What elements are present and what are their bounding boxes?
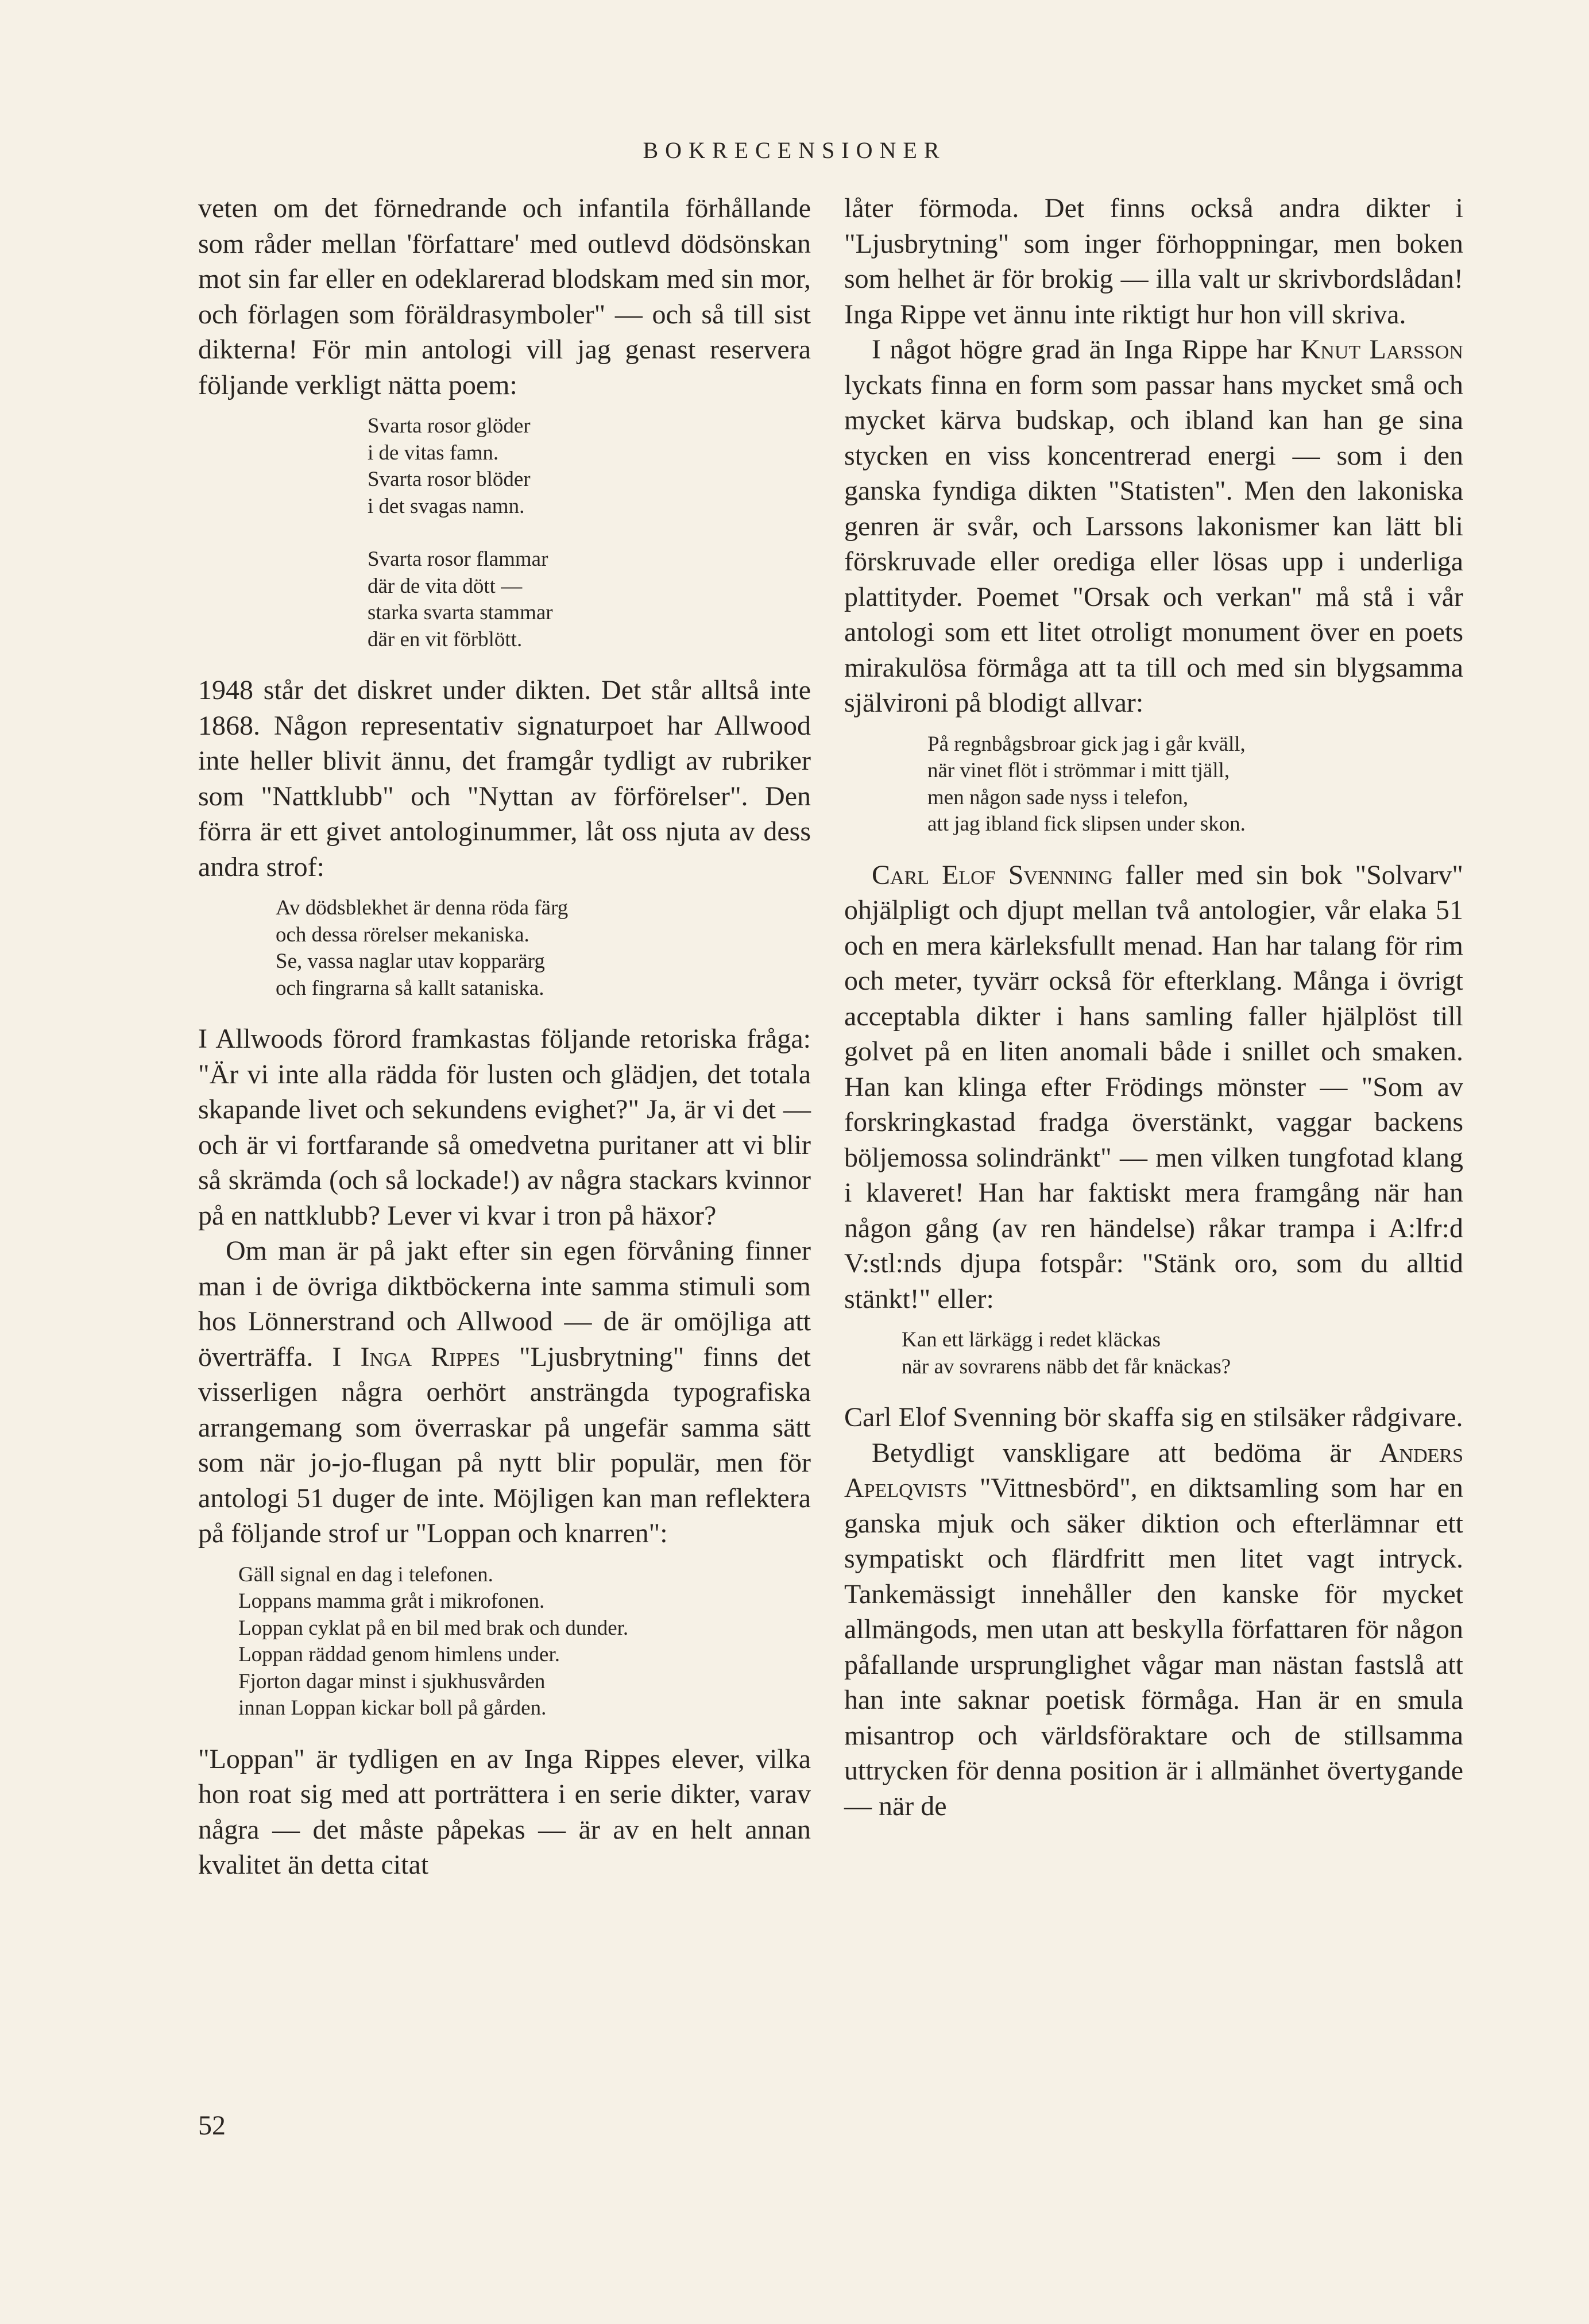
poem-line: Kan ett lärkägg i redet kläckas (902, 1328, 1161, 1352)
running-header: BOKRECENSIONER (643, 137, 946, 163)
poem-line: Loppan räddad genom himlens under. (238, 1643, 560, 1666)
poem-line: Gäll signal en dag i telefonen. (238, 1562, 493, 1586)
poem-line: men någon sade nyss i telefon, (927, 785, 1189, 809)
poem-line: när av sovrarens näbb det får knäckas? (902, 1354, 1231, 1379)
poem-line: Loppan cyklat på en bil med brak och dunder. (238, 1616, 629, 1640)
poem-line: Loppans mamma gråt i mikrofonen. (238, 1589, 545, 1613)
left-column (198, 191, 811, 1883)
poem-line: där de vita dött — (368, 574, 523, 598)
poem-line: På regnbågsbroar gick jag i går kväll, (927, 732, 1246, 756)
poem-quote (368, 413, 811, 653)
poem-line: Se, vassa naglar utav kopparärg (276, 949, 545, 973)
poem-line: och dessa rörelser mekaniska. (276, 922, 529, 947)
page-number: 52 (198, 2110, 226, 2141)
paragraph: Betydligt vanskligare att bedöma är Anders Apelqvists "Vittnesbörd", en diktsamling som har en ganska mjuk och säker diktion och efterlämnar ett sympatiskt och flärdfritt men litet vagt intryck. Tankemässigt innehåller den kanske för mycket allmängods, men utan att beskylla författaren för någon påfallande ursprunglighet vågar man nästan fastslå att han inte saknar poetisk förmåga. Han är en smula misantrop och världsföraktare och de stillsamma uttrycken för denna position är i allmänhet övertygande — när de (844, 1437, 1463, 1821)
author-name: Inga Rippes (360, 1341, 500, 1372)
poem-line: Svarta rosor blöder (368, 468, 531, 491)
poem-line: när vinet flöt i strömmar i mitt tjäll, (927, 759, 1230, 782)
poem-quote (902, 1327, 1463, 1380)
right-column (844, 191, 1463, 1824)
paragraph: I något högre grad än Inga Rippe har Knut Larsson lyckats finna en form som passar hans mycket små och mycket kärva budskap, och ibland kan han ge sina stycken en viss koncentrerad energi — som i den ganska fyndiga dikten "Statisten". Men den lakoniska genren är svår, och Larssons lakonismer kan lätt bli förskruvade eller orediga eller lösas upp i underliga plattityder. Poemet "Orsak och verkan" må stå i vår antologi som ett litet otroligt monument över en poets mirakulösa förmåga att ta till och med sin blygsamma självironi på blodigt allvar: (844, 334, 1463, 718)
poem-quote (238, 1562, 811, 1722)
author-name: Carl Elof Svenning (872, 859, 1113, 890)
poem-line: och fingrarna så kallt sataniska. (276, 976, 544, 1000)
paragraph: Carl Elof Svenning bör skaffa sig en stilsäker rådgivare. (844, 1402, 1463, 1433)
paragraph: Carl Elof Svenning faller med sin bok "Solvarv" ohjälpligt och djupt mellan två antologier, vår elaka 51 och en mera kärleksfullt menad. Han har talang för rim och meter, tyvärr också för efterklang. Många i övrigt acceptabla dikter i hans samling faller hjälplöst till golvet på en liten anomali både i snillet och smaken. Han kan klinga efter Frödings mönster — "Som av forskringkastad fradga överstänkt, vaggar backens böljemossa solindränkt" — men vilken tungfotad klang i klaveret! Han har faktiskt mera framgång när han någon gång (av ren händelse) råkar trampa i A:lfr:d V:stl:nds djupa fotspår: "Stänk oro, som du alltid stänkt!" eller: (844, 859, 1464, 1314)
poem-line: där en vit förblött. (368, 627, 523, 651)
paragraph: "Loppan" är tydligen en av Inga Rippes elever, vilka hon roat sig med att porträttera i en serie dikter, varav några — det måste påpekas — är av en helt annan kvalitet än detta citat (198, 1743, 811, 1880)
paragraph: I Allwoods förord framkastas följande retoriska fråga: "Är vi inte alla rädda för lusten och glädjen, det totala skapande livet och sekundens evighet?" Ja, är vi det — och är vi fortfarande så omedvetna puritaner att vi blir så skrämda (och så lockade!) av några stackars kvinnor på en nattklubb? Lever vi kvar i tron på häxor? (198, 1024, 811, 1231)
paragraph: 1948 står det diskret under dikten. Det står alltså inte 1868. Någon representativ signaturpoet har Allwood inte heller blivit ännu, det framgår tydligt av rubriker som "Nattklubb" och "Nyttan av förförelser". Den förra är ett givet antologinummer, låt oss njuta av dess andra strof: (198, 675, 811, 882)
poem-line: att jag ibland fick slipsen under skon. (927, 812, 1246, 836)
poem-line: innan Loppan kickar boll på gården. (238, 1696, 547, 1720)
paragraph: Om man är på jakt efter sin egen förvåning finner man i de övriga diktböckerna inte samma stimuli som hos Lönnerstrand och Allwood — de är omöjliga att överträffa. I Inga Rippes "Ljusbrytning" finns det visserligen några oerhört ansträngda typografiska arrangemang som överraskar på ungefär samma sätt som när jo-jo-flugan på nytt blir populär, men för antologi 51 duger de inte. Möjligen kan man reflektera på följande strof ur "Loppan och knarren": (198, 1236, 811, 1549)
poem-quote (276, 895, 811, 1002)
paragraph: veten om det förnedrande och infantila förhållande som råder mellan 'författare' med outlevd dödsönskan mot sin far eller en odeklarerad blodskam med sin mor, och förlagen som föräldrasymboler" — och så till sist dikterna! För min antologi vill jag genast reservera följande verkligt nätta poem: (198, 193, 811, 400)
poem-line: Svarta rosor glöder (368, 414, 531, 438)
poem-line: Fjorton dagar minst i sjukhusvården (238, 1669, 546, 1693)
author-name: Knut Larsson (1300, 334, 1463, 365)
paragraph: låter förmoda. Det finns också andra dikter i "Ljusbrytning" som inger förhoppningar, men boken som helhet är för brokig — illa valt ur skrivbordslådan! Inga Rippe vet ännu inte riktigt hur hon vill skriva. (844, 193, 1463, 330)
poem-line: i det svagas namn. (368, 494, 525, 518)
poem-line: Av dödsblekhet är denna röda färg (276, 896, 569, 920)
poem-line: starka svarta stammar (368, 601, 553, 624)
poem-line: Svarta rosor flammar (368, 547, 548, 571)
poem-quote (927, 731, 1463, 838)
author-name: Anders Apelqvists (844, 1437, 1463, 1503)
poem-line: i de vitas famn. (368, 441, 499, 465)
